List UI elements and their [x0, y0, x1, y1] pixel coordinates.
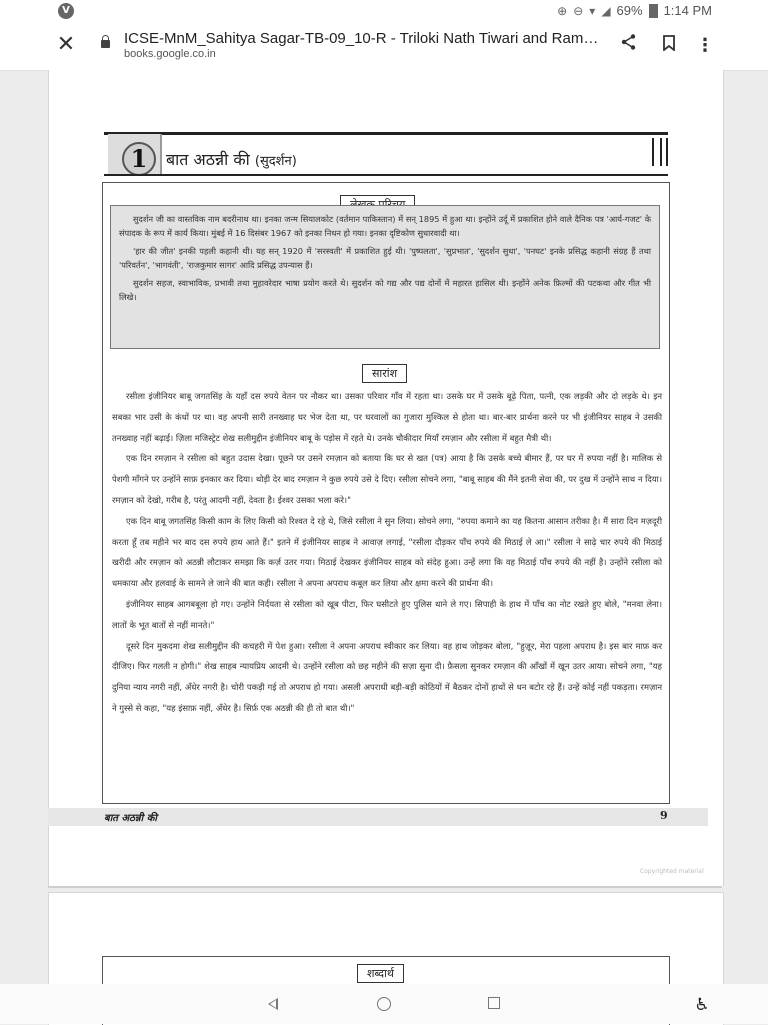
share-glyph: [620, 33, 638, 51]
saransh-text: [112, 386, 662, 719]
chapter-top-rule: [104, 132, 668, 135]
system-nav-bar: [0, 984, 768, 1024]
status-icons: [557, 3, 712, 18]
bookmark-glyph: [662, 35, 676, 51]
header-bar: [666, 138, 668, 166]
page-url: books.google.co.in: [124, 48, 216, 60]
lekhak-paragraph: सुदर्शन जी का वास्तविक नाम बदरीनाथ था। इनका जन्म सियालकोट (वर्तमान पाकिस्तान) में सन् 1895 में हुआ था। इन्होंने उर्दू में प्रकाशित होने वाले दैनिक पत्र 'आर्य-गजट' के संपादक के रूप में कार्य किया। मुंबई में 16 दिसंबर 1967 को इनका निधन हो गया। इनका दृष्टिकोण सुधारवादी था।: [119, 214, 651, 238]
page-separator: [48, 886, 722, 888]
copyright-note: Copyrighted material: [640, 868, 704, 875]
lekhak-parichay-box: [110, 205, 660, 349]
status-bar: [0, 0, 768, 24]
bookmark-icon[interactable]: [656, 33, 682, 59]
vpn-icon: V: [58, 3, 74, 19]
recent-apps-icon[interactable]: [488, 997, 500, 1009]
saransh-heading: सारांश: [362, 364, 407, 383]
chapter-title: [166, 148, 297, 170]
chapter-author: (सुदर्शन): [254, 154, 297, 169]
shabdarth-heading: शब्दार्थ: [357, 964, 404, 983]
chapter-header: [104, 132, 668, 178]
saransh-paragraph: एक दिन रमज़ान ने रसीला को बहुत उदास देखा। पूछने पर उसने रमज़ान को बताया कि घर से खत (पत्र) आया है कि उसके बच्चे बीमार हैं, पर घर में रुपया नहीं है। मालिक से पेशगी माँगने पर उन्होंने साफ़ इनकार कर दिया। थोड़ी देर बाद रमज़ान ने कुछ रुपये उसे दे दिए। रसीला सोचने लगा, "बाबू साहब की मैंने इतनी सेवा की, पर दुख में उन्होंने साथ न दिया। रमज़ान को देखो, गरीब है, परंतु आदमी नहीं, देवता है। ईश्वर उसका भला करे।": [112, 453, 662, 505]
clock: 1:14 PM: [663, 3, 712, 18]
home-icon[interactable]: [377, 997, 391, 1011]
share-icon[interactable]: [616, 33, 642, 59]
running-title: बात अठन्नी की: [104, 813, 157, 824]
lekhak-paragraph: 'हार की जीत' इनकी पहली कहानी थी। यह सन् 1920 में 'सरस्वती' में प्रकाशित हुई थी। 'पुष्पलता', 'सुप्रभात', 'सुदर्शन सुधा', 'पनघट' इनके प्रसिद्ध कहानी संग्रह हैं तथा 'परिवर्तन', 'भागवंती', 'राजकुमार सागर' आदि प्रसिद्ध उपन्यास हैं।: [119, 246, 651, 270]
more-options-icon[interactable]: ⋮: [696, 35, 714, 56]
signal-icon: ◢: [601, 3, 611, 18]
page-number: 9: [660, 809, 668, 822]
lekhak-paragraph: सुदर्शन सहज, स्वाभाविक, प्रभावी तथा मुहावरेदार भाषा प्रयोग करते थे। सुदर्शन को गद्य और पद्य दोनों में महारत हासिल थी। इन्होंने अनेक फ़िल्मों की पटकथा और गीत भी लिखे।: [119, 278, 651, 302]
battery-icon: [649, 4, 658, 18]
saransh-paragraph: रसीला इंजीनियर बाबू जगतसिंह के यहाँ दस रुपये वेतन पर नौकर था। उसका परिवार गाँव में रहता था। उसके घर में उसके बूढ़े पिता, पत्नी, एक लड़की और दो लड़के थे। इन सबका भार उसी के कंधों पर था। वह अपनी सारी तनख्वाह घर भेज देता था, पर घरवालों का गुजारा मुश्किल से होता था। बार-बार प्रार्थना करने पर भी इंजीनियर साहब ने उसकी तनख्वाह नहीं बढ़ाई। ज़िला मजिस्ट्रेट शेख सलीमुद्दीन इंजीनियर बाबू के पड़ोस में रहते थे। उनके चौकीदार मियाँ रमज़ान और रसीला में बहुत मैत्री थी।: [112, 391, 662, 443]
lock-icon: [101, 40, 110, 48]
page-title: ICSE-MnM_Sahitya Sagar-TB-09_10-R - Triloki Nath Tiwari and Ramn...: [124, 30, 604, 47]
header-bar: [652, 138, 654, 166]
chapter-title-text: बात अठन्नी की: [166, 150, 250, 169]
browser-app-bar: [0, 24, 768, 71]
back-icon[interactable]: [268, 998, 278, 1010]
saransh-paragraph: इंजीनियर साहब आगबबूला हो गए। उन्होंने निर्दयता से रसीला को खूब पीटा, फिर घसीटते हुए पुलिस थाने ले गए। सिपाही के हाथ में पाँच का नोट रखते हुए बोले, "मनवा लेना। लातों के भूत बातों से नहीं मानते।": [112, 598, 662, 630]
wifi-icon: ▾: [589, 3, 596, 18]
saransh-paragraph: दूसरे दिन मुकदमा शेख सलीमुद्दीन की कचहरी में पेश हुआ। रसीला ने अपना अपराध स्वीकार कर लिया। वह हाथ जोड़कर बोला, "हुज़ूर, मेरा पहला अपराध है। इस बार माफ़ कर दीजिए। फिर गलती न होगी।" शेख साहब न्यायप्रिय आदमी थे। उन्होंने रसीला को छह महीने की सज़ा सुना दी। फ़ैसला सुनकर रमज़ान की आँखों में खून उतर आया। सोचने लगा, "यह दुनिया न्याय नगरी नहीं, अँधेर नगरी है। चोरी पकड़ी गई तो अपराध हो गया। असली अपराधी बड़ी-बड़ी कोठियों में बैठकर दोनों हाथों से धन बटोर रहे हैं। उन्हें कोई नहीं पकड़ता। रमज़ान ने गुस्से से कहा, "यह इंसाफ़ नहीं, अँधेर है। सिर्फ़ एक अठन्नी की ही तो बात थी।": [112, 640, 662, 713]
do-not-disturb-icon: ⊖: [573, 3, 584, 18]
header-bar: [660, 138, 662, 166]
chapter-number: 1: [122, 142, 156, 176]
saransh-paragraph: एक दिन बाबू जगतसिंह किसी काम के लिए किसी को रिश्वत दे रहे थे, जिसे रसीला ने सुन लिया। सोचने लगा, "रुपया कमाने का यह कितना आसान तरीका है। मैं सारा दिन मज़दूरी करता हूँ तब महीने भर बाद दस रुपये हाथ आते हैं।" इतने में इंजीनियर साहब ने आवाज़ लगाई, "रसीला दौड़कर पाँच रुपये की मिठाई ले आ।" रसीला ने साढ़े चार रुपये की मिठाई खरीदी और रमज़ान को अठन्नी लौटाकर समझा कि कर्ज़ उतर गया। मिठाई देखकर इंजीनियर साहब को संदेह हुआ। उन्हें लगा कि वह मिठाई पाँच रुपये की नहीं है। उन्होंने रसीला को धमकाया और हलवाई के सामने ले जाने की बात कही। रसीला ने अपना अपराध कबूल कर लिया और क्षमा करने की प्रार्थना की।: [112, 515, 662, 589]
accessibility-icon[interactable]: ♿: [694, 995, 710, 1015]
chapter-bottom-rule: [104, 174, 668, 176]
data-saver-icon: ⊕: [557, 3, 568, 18]
close-icon[interactable]: ✕: [56, 32, 76, 57]
battery-percent: 69%: [616, 3, 643, 18]
chapter-number-box: [108, 134, 162, 176]
